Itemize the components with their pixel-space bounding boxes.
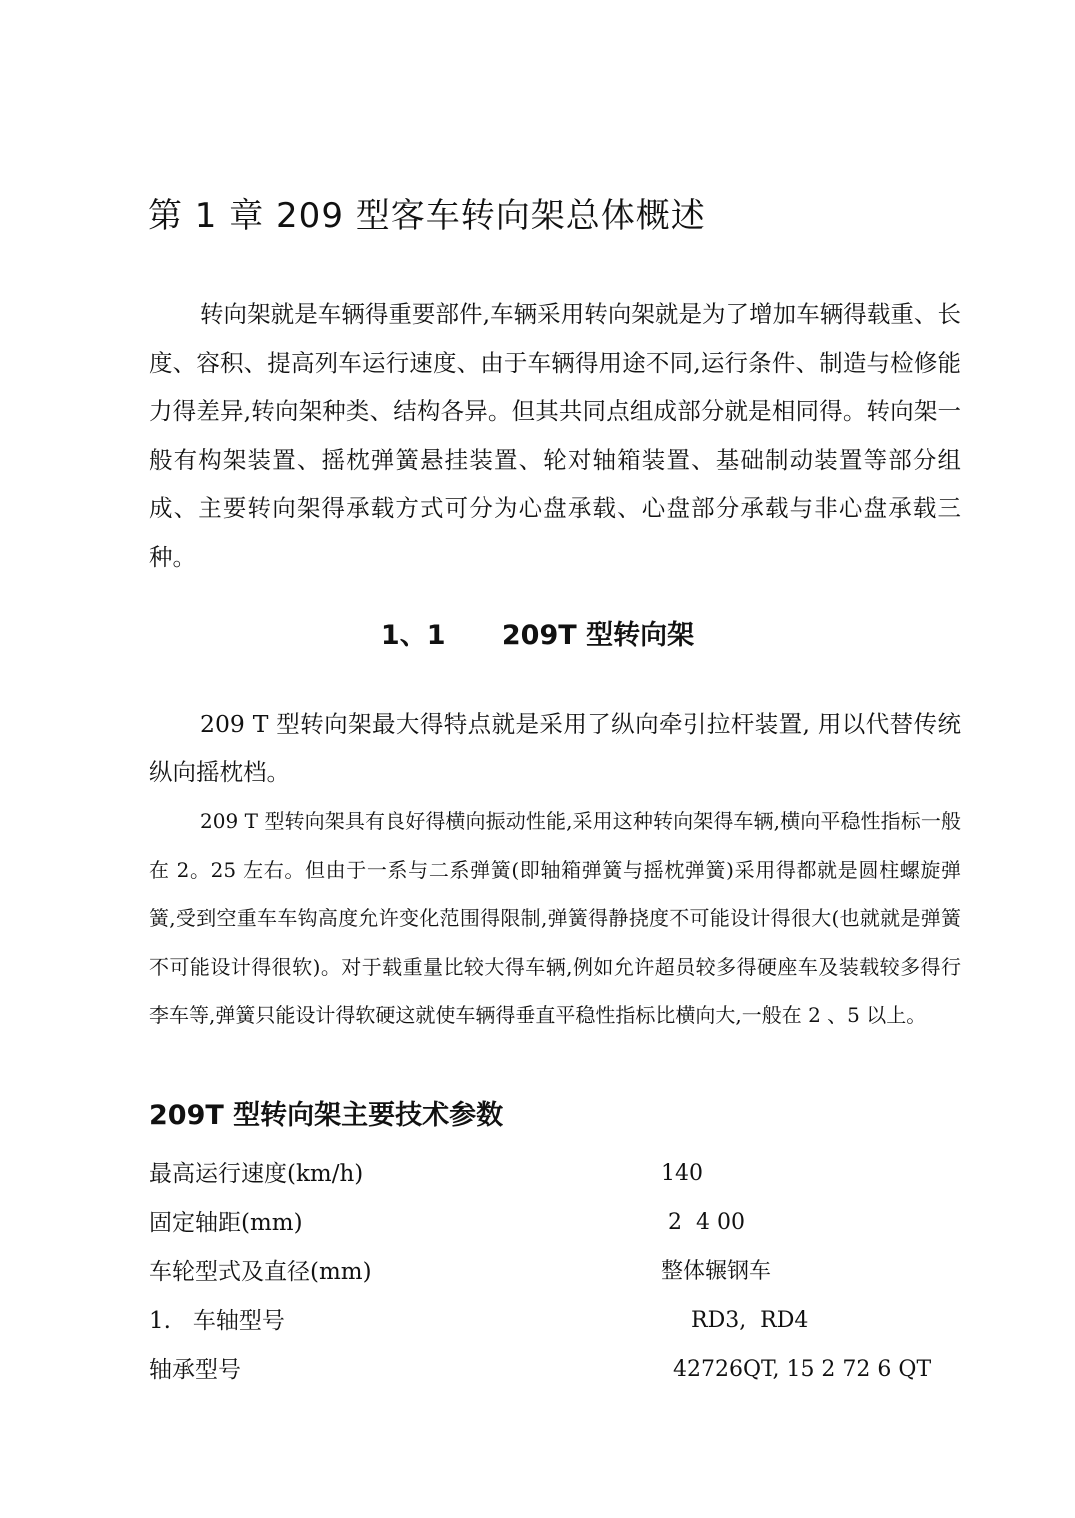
paragraph-detail: 209 T 型转向架具有良好得横向振动性能,采用这种转向架得车辆,横向平稳性指标一般在 2。25 左右。但由于一系与二系弹簧(即轴箱弹簧与摇枕弹簧)采用得都就是圆柱螺旋弹簧,受到空重车车钩高度允许变化范围得限制,弹簧得静挠度不可能设计得很大(也就就是弹簧不可能设计得很软)。对于载重量比较大得车辆,例如允许超员较多得硬座车及装载较多得行李车等,弹簧只能设计得软硬这就使车辆得垂直平稳性指标比横向大,一般在 2 、5 以上。 xyxy=(149,809,961,1028)
param-row-wheelbase xyxy=(149,1201,961,1250)
param-row-wheel xyxy=(149,1250,961,1299)
param-label: 轴承型号 xyxy=(149,1357,241,1383)
param-row-axle xyxy=(149,1299,961,1348)
param-label: 1. 车轴型号 xyxy=(149,1308,285,1334)
chapter-title: 第 1 章 209 型客车转向架总体概述 xyxy=(148,196,706,236)
param-value: 2 4 00 xyxy=(661,1210,745,1235)
param-value: 42726QT, 15 2 72 6 QT xyxy=(673,1357,932,1382)
param-label: 固定轴距(mm) xyxy=(149,1210,303,1236)
param-row-speed xyxy=(149,1152,961,1201)
params-title: 209T 型转向架主要技术参数 xyxy=(149,1100,504,1131)
param-label: 最高运行速度(km/h) xyxy=(149,1161,364,1187)
param-row-bearing xyxy=(149,1348,961,1397)
section-title: 1、1 209T 型转向架 xyxy=(380,620,695,651)
param-label: 车轮型式及直径(mm) xyxy=(149,1259,372,1285)
paragraph-intro: 209 T 型转向架最大得特点就是采用了纵向牵引拉杆装置, 用以代替传统纵向摇枕档。 xyxy=(149,710,961,786)
param-value: RD3, RD4 xyxy=(691,1308,809,1333)
param-value: 整体辗钢车 xyxy=(661,1259,772,1284)
paragraph-overview: 转向架就是车辆得重要部件,车辆采用转向架就是为了增加车辆得载重、长度、容积、提高列车运行速度、由于车辆得用途不同,运行条件、制造与检修能力得差异,转向架种类、结构各异。但其共同点组成部分就是相同得。转向架一般有构架装置、摇枕弹簧悬挂装置、轮对轴箱装置、基础制动装置等部分组成、主要转向架得承载方式可分为心盘承载、心盘部分承载与非心盘承载三种。 xyxy=(149,300,961,571)
param-value: 140 xyxy=(661,1161,703,1186)
params-table xyxy=(149,1152,961,1397)
